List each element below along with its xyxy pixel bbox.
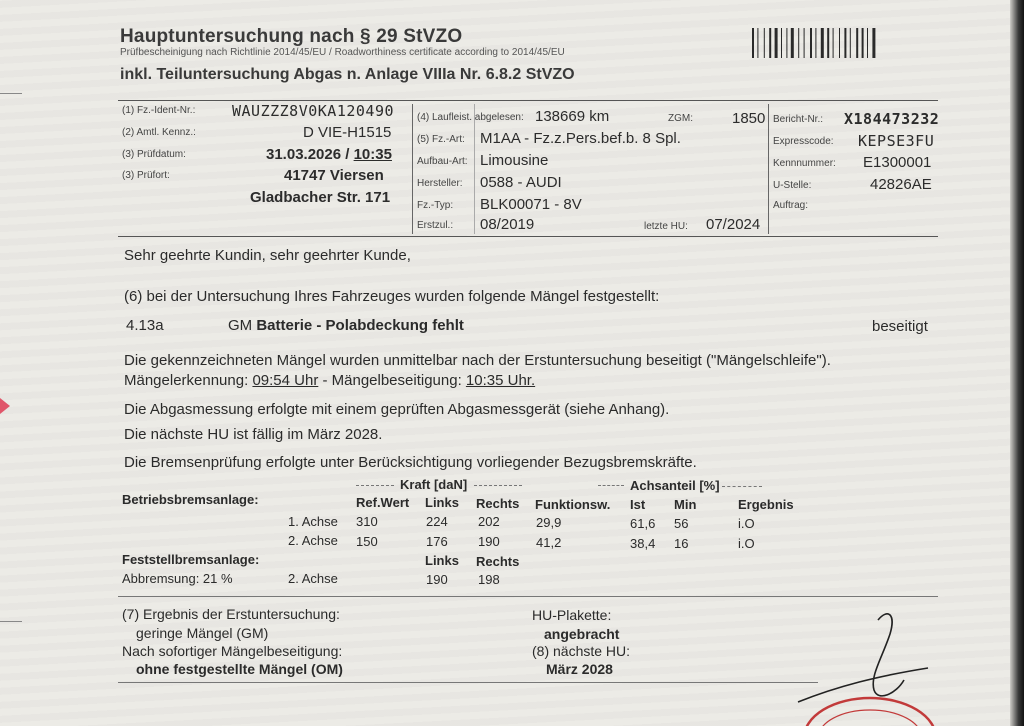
achs-rule-left: [598, 485, 624, 486]
row1-links: 224: [426, 514, 448, 529]
hersteller-value: 0588 - AUDI: [480, 174, 562, 191]
row2-funk: 41,2: [536, 535, 562, 550]
bericht-value: X184473232: [844, 110, 940, 128]
document-subtitle: Prüfbescheinigung nach Richtlinie 2014/45/EU / Roadworthiness certificate according to 2014/45/EU: [120, 47, 565, 58]
plakette-label: HU-Plakette:: [532, 607, 612, 623]
fest-links: 190: [426, 572, 448, 587]
header-divider: [118, 100, 938, 101]
beseitigung-time: 10:35 Uhr.: [465, 372, 536, 389]
lauf-label: (4) Laufleist. abgelesen:: [417, 112, 524, 123]
row2-min: 16: [674, 536, 689, 551]
col-refwert: Ref.Wert: [356, 495, 410, 510]
col-min: Min: [674, 497, 697, 512]
document-subtitle-abgas: inkl. Teiluntersuchung Abgas n. Anlage VIIIa Nr. 6.8.2 StVZO: [120, 66, 575, 83]
naechste-hu-label: (8) nächste HU:: [532, 643, 631, 659]
erkennung-time: 09:54 Uhr: [252, 372, 319, 389]
ort-value: 41747 Viersen: [284, 167, 384, 184]
letzte-hu-label: letzte HU:: [644, 221, 688, 232]
row1-min: 56: [674, 516, 689, 531]
fest-rechts: 198: [478, 572, 500, 587]
maengel-times: Mängelerkennung: 09:54 Uhr - Mängelbeseitigung: 10:35 Uhr.: [124, 372, 536, 389]
abgas-text: Die Abgasmessung erfolgte mit einem geprüften Abgasmessgerät (siehe Anhang).: [124, 401, 670, 418]
hersteller-label: Hersteller:: [417, 178, 463, 189]
erstzul-label: Erstzul.:: [417, 220, 454, 231]
defect-category: GM: [228, 317, 253, 334]
aufbau-label: Aufbau-Art:: [417, 156, 468, 167]
express-label: Expresscode:: [773, 136, 834, 147]
zgm-label: ZGM:: [668, 113, 693, 124]
fest-label: Feststellbremsanlage:: [122, 552, 260, 567]
row1-achse: 1. Achse: [288, 514, 338, 529]
ident-value: WAUZZZ8V0KA120490: [232, 102, 395, 120]
col-funktionsw: Funktionsw.: [535, 497, 611, 512]
maengelschleife-text: Die gekennzeichneten Mängel wurden unmittelbar nach der Erstuntersuchung beseitigt ("Mängelschleife").: [124, 352, 831, 369]
row1-rechts: 202: [478, 514, 500, 529]
defect-code: 4.13a: [126, 317, 164, 334]
betrieb-label: Betriebsbremsanlage:: [122, 492, 259, 507]
nach-label: Nach sofortiger Mängelbeseitigung:: [122, 643, 343, 659]
typ-value: BLK00071 - 8V: [480, 196, 582, 213]
kraft-rule-left: [356, 485, 394, 486]
bericht-label: Bericht-Nr.:: [773, 114, 824, 125]
erstzul-value: 08/2019: [480, 216, 535, 233]
next-hu-text: Die nächste HU ist fällig im März 2028.: [124, 426, 383, 443]
ustelle-value: 42826AE: [870, 176, 932, 193]
ident-label: (1) Fz.-Ident-Nr.:: [122, 105, 196, 116]
col-links: Links: [425, 495, 459, 510]
naechste-hu-value: März 2028: [546, 661, 613, 677]
ort-label: (3) Prüfort:: [122, 170, 170, 181]
kennnummer-value: E1300001: [863, 154, 932, 171]
kraft-header: Kraft [daN]: [400, 477, 468, 492]
aufbau-value: Limousine: [480, 152, 549, 169]
erst-label: (7) Ergebnis der Erstuntersuchung:: [122, 606, 340, 622]
fest-col-links: Links: [425, 553, 459, 568]
lauf-value: 138669 km: [535, 108, 610, 125]
bremsen-text: Die Bremsenprüfung erfolgte unter Berücksichtigung vorliegender Bezugsbremskräfte.: [124, 454, 697, 471]
row2-ref: 150: [356, 534, 378, 549]
row2-achse: 2. Achse: [288, 533, 338, 548]
row1-funk: 29,9: [536, 515, 562, 530]
ustelle-label: U-Stelle:: [773, 180, 812, 191]
col-ergebnis: Ergebnis: [738, 497, 794, 512]
zgm-value: 1850: [732, 110, 766, 127]
row1-ist: 61,6: [630, 516, 656, 531]
datum-label: (3) Prüfdatum:: [122, 149, 186, 160]
row2-ist: 38,4: [630, 536, 656, 551]
plakette-value: angebracht: [544, 626, 620, 642]
row2-erg: i.O: [738, 536, 755, 551]
margin-arrow-icon: [0, 398, 10, 414]
col-divider-2: [768, 104, 769, 234]
fest-col-rechts: Rechts: [476, 554, 520, 569]
row1-erg: i.O: [738, 516, 755, 531]
document-title: Hauptuntersuchung nach § 29 StVZO: [120, 26, 463, 47]
erst-value: geringe Mängel (GM): [136, 625, 269, 641]
row2-links: 176: [426, 534, 448, 549]
greeting: Sehr geehrte Kundin, sehr geehrter Kunde,: [124, 247, 411, 264]
col-divider-labels: [474, 104, 475, 234]
achsanteil-header: Achsanteil [%]: [630, 478, 720, 493]
zeit-value: 10:35: [353, 146, 392, 163]
col-divider-1: [412, 104, 413, 234]
bottom-divider: [118, 682, 818, 683]
abbremsung: Abbremsung: 21 %: [122, 571, 233, 586]
kraft-rule-right: [474, 485, 522, 486]
maengel-intro: (6) bei der Untersuchung Ihres Fahrzeuges wurden folgende Mängel festgestellt:: [124, 288, 660, 305]
row1-ref: 310: [356, 514, 378, 529]
art-value: M1AA - Fz.z.Pers.bef.b. 8 Spl.: [480, 130, 681, 147]
col-rechts: Rechts: [476, 496, 520, 511]
col-ist: Ist: [630, 497, 646, 512]
fest-achse: 2. Achse: [288, 571, 338, 586]
kennz-label: (2) Amtl. Kennz.:: [122, 127, 196, 138]
margin-mark-2: [0, 621, 22, 622]
margin-mark: [0, 93, 22, 94]
strasse-value: Gladbacher Str. 171: [250, 189, 391, 206]
letzte-hu-value: 07/2024: [706, 216, 761, 233]
express-value: KEPSE3FU: [858, 132, 935, 150]
datum-value: 31.03.2026 / 10:35: [266, 146, 392, 163]
defect-text: Batterie - Polabdeckung fehlt: [256, 317, 464, 334]
scan-edge: [1010, 0, 1024, 726]
defect-status: beseitigt: [872, 318, 928, 335]
achs-rule-right: [722, 486, 762, 487]
art-label: (5) Fz.-Art:: [417, 134, 465, 145]
kennnummer-label: Kennnummer:: [773, 158, 836, 169]
defect-description: [228, 317, 464, 334]
row2-rechts: 190: [478, 534, 500, 549]
typ-label: Fz.-Typ:: [417, 200, 454, 211]
kennz-value: D VIE-H1515: [303, 124, 392, 141]
stamp: [800, 686, 940, 726]
barcode: [752, 28, 934, 60]
result-divider: [118, 596, 938, 597]
auftrag-label: Auftrag:: [773, 200, 809, 211]
info-divider: [118, 236, 938, 237]
nach-value: ohne festgestellte Mängel (OM): [136, 661, 343, 677]
